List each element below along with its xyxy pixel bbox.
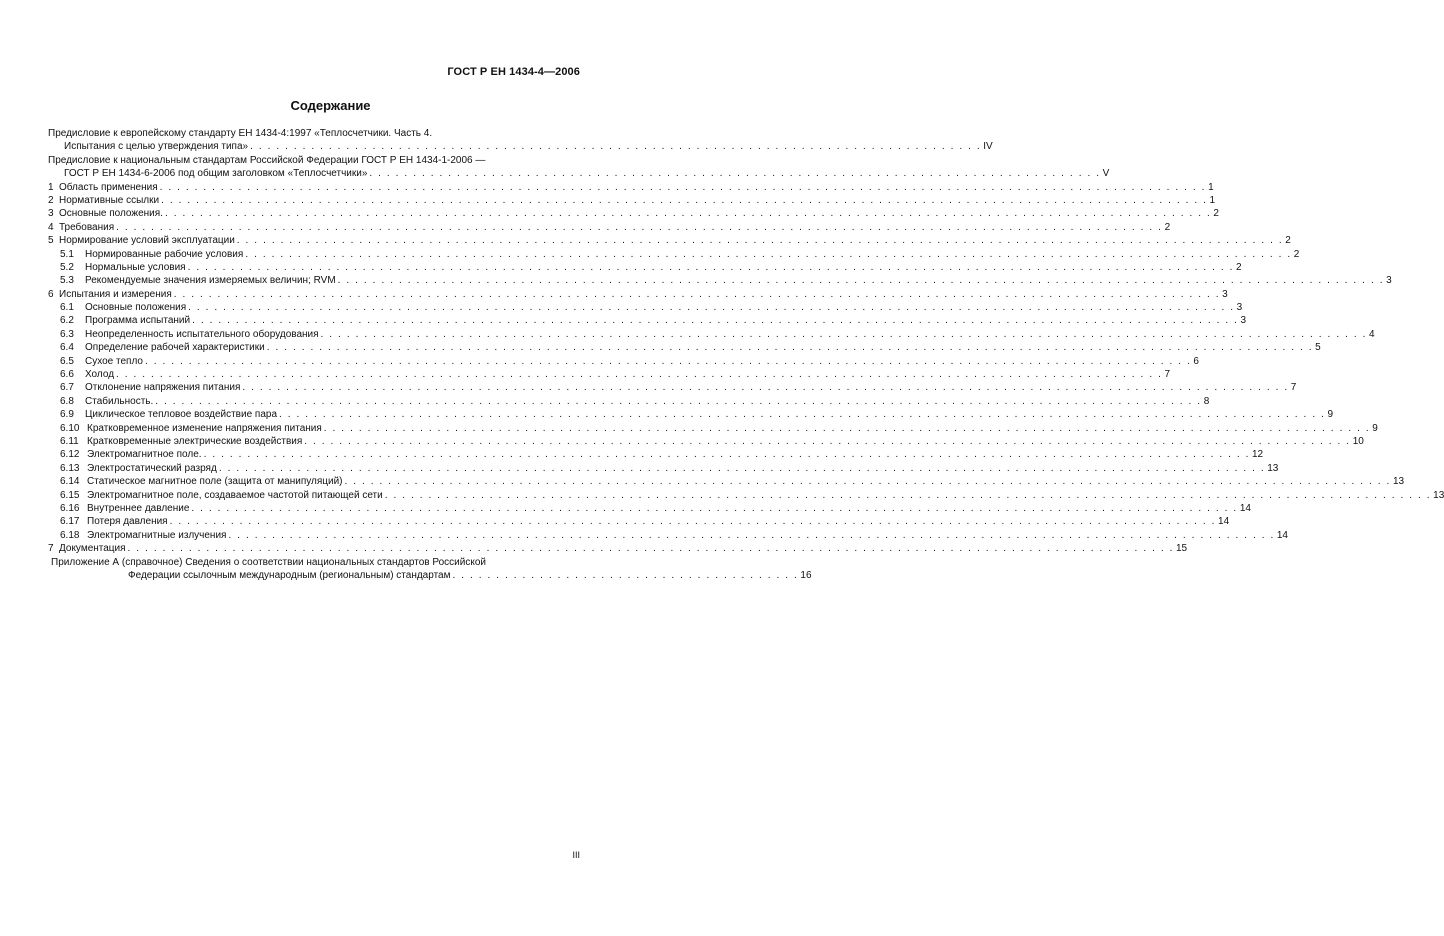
toc-entry-label: Холод (85, 369, 115, 381)
toc-entry-label: Внутреннее давление (87, 502, 190, 514)
toc-entry[interactable] (48, 368, 1171, 381)
dot-leader: . . . . . . . . . . . . . . . . . . . . . . . . . . . . . . . . . . . . . . . . . . . . . . . . . . . . . . . . . . . . . . . . . . . . . . . . . . . . . . . . . . . . . . . . . . . . . . . . . . . . . . . . . . . . . . . . . . . . . . . . (279, 409, 1326, 421)
toc-entry[interactable] (48, 475, 1405, 488)
document-code: ГОСТ Р ЕН 1434-4—2006 (447, 66, 580, 78)
toc-entry-label: Кратковременное изменение напряжения питания (87, 422, 322, 434)
dot-leader: . . . . . . . . . . . . . . . . . . . . . . . . . . . . . . . . . . . . . . . . . . . . . . . . . . . . . . . . . . . . . . . . . . . . . . . . . . . . . . . . . . . . . . . . . . . . . . . . . . . . . . . . . . . . . . . . . . . . . . . . (218, 462, 1266, 474)
dot-leader: . . . . . . . . . . . . . . . . . . . . . . . . . . . . . . . . . . . . . . . . . . . . . . . . . . . . . . . . . . . . . . . . . . . . . . . . . . . . . . . . . . . . . . . . . . . . . . . . . . . . . . . . . . . . . . . . . . . . . . . . (304, 435, 1351, 447)
dot-leader: . . . . . . . . . . . . . . . . . . . . . . . . . . . . . . . . . . . . . . . . . . . . . . . . . . . . . . . . . . . . . . . . . . . . . . . . . . . . . . . . . . . . . . . . . . . . . . . . . . . . . . . . . . . . . . . . . . . . . . . . (266, 342, 1314, 354)
dot-leader: . . . . . . . . . . . . . . . . . . . . . . . . . . . . . . . . . . . . . . . . . . . . . . . . . . . . . . . . . . . . . . . . . . . . . . . . . . . . . . . . . . . . . . . . . . . . . . . . . . . . . . . . . . . . . . . . . . . . . . . . (384, 489, 1432, 501)
toc-page-number: 3 (1386, 275, 1392, 287)
toc-entry-label: Электростатический разряд (87, 462, 217, 474)
toc-entry[interactable] (48, 261, 1242, 274)
toc-page-number: 9 (1372, 422, 1378, 434)
dot-leader: . . . . . . . . . . . . . . . . . . . . . . . . . . . . . . . . . . . . . . . . . . . . . . . . . . . . . . . . . . . . . . . . . . . . . . . . . . . . . . . . . . . . . . . . . . . . . . . . . . . . . . . . . . . . . . . . . . . . . . . . (344, 476, 1391, 488)
toc-entry-label: Рекомендуемые значения измеряемых величин; RVM (85, 275, 336, 287)
toc-page-number: 7 (1164, 369, 1171, 381)
table-of-contents (48, 127, 1444, 582)
toc-entry-number: 4 (48, 221, 54, 233)
toc-entry-number: 6.7 (60, 382, 74, 394)
dot-leader: . . . . . . . . . . . . . . . . . . . . . . . . . . . . . . . . . . . . . . . . . . . . . . . . . . . . . . . . . . . . . . . . . . . . . . . . . . . . . . . . . . . . (369, 168, 1101, 180)
dot-leader: . . . . . . . . . . . . . . . . . . . . . . . . . . . . . . . . . . . . . . . . . . . . . . . . . . . . . . . . . . . . . . . . . . . . . . . . . . . . . . . . . . . . . . . . . . . . . . . . . . . . . . . . . . . . . . . . . . . . . . . . (323, 422, 1371, 434)
toc-entry-number: 5.1 (60, 248, 74, 260)
dot-leader: . . . . . . . . . . . . . . . . . . . . . . . . . . . . . . . . . . . . . . . . . . . . . . . . . . . . . . . . . . . . . . . . . . . . . . . . . . . . . . . . . . . . . . . . . . . . . . . . . . . . . . . . . . . . . . . . . . . . . . . . (188, 302, 1235, 314)
toc-entry[interactable] (48, 542, 1188, 555)
toc-preface-ru-line1: Предисловие к национальным стандартам Российской Федерации ГОСТ Р ЕН 1434-1-2006 — (48, 154, 486, 166)
dot-leader: . . . . . . . . . . . . . . . . . . . . . . . . . . . . . . . . . . . . . . . . . . . . . . . . . . . . . . . . . . . . . . . . . . . . . . . . . . . . . . . . . . . . . . . . . . . . . . . . . . . . . . . . . . . . . . . . . . . . . . . . (116, 369, 1163, 381)
toc-entry[interactable] (48, 502, 1251, 515)
page-title: Содержание (290, 98, 371, 113)
toc-entry-label: Электромагнитное поле, создаваемое частотой питающей сети (87, 489, 383, 501)
dot-leader: . . . . . . . . . . . . . . . . . . . . . . . . . . . . . . . . . . . . . . . . . . . . . . . . . . . . . . . . . . . . . . . . . . . . . . . . . . . . . . . . . . . . . . . . . . . . . . . . . . . . . . . . . . . . . . . . . . . . . . . . (159, 181, 1207, 193)
dot-leader: . . . . . . . . . . . . . . . . . . . . . . . . . . . . . . . . . . . . . . . . . . . . . . . . . . . . . . . . . . . . . . . . . . . . . . . . . . . . . . . . . . . . . . . . . . . . . . . . . . . . . . . . . . . . . . . . . . . . . . . . (116, 221, 1163, 233)
toc-entry[interactable] (48, 448, 1264, 461)
dot-leader: . . . . . . . . . . . . . . . . . . . . . . . . . . . . . . . . . . . . . . . . . . . . . . . . . . . . . . . . . . . . . . . . . . . . . . . . . . . . . . . . . . . . . . . . . . . . . . . . . . . . . . . . . . . . . . . . . . . . . . . . (169, 516, 1217, 528)
toc-entry-label: Кратковременные электрические воздействия (87, 435, 303, 447)
toc-entry[interactable] (48, 207, 1219, 220)
toc-entry-number: 3 (48, 208, 54, 220)
toc-page-number: 3 (1222, 288, 1228, 300)
toc-entry-label: Электромагнитное поле. (87, 449, 202, 461)
toc-entry-number: 6.15 (60, 489, 80, 501)
toc-page-number: 13 (1392, 476, 1405, 488)
toc-entry[interactable] (48, 422, 1378, 435)
toc-entry-number: 5.3 (60, 275, 74, 287)
toc-page-number: 13 (1267, 462, 1279, 474)
dot-leader: . . . . . . . . . . . . . . . . . . . . . . . . . . . . . . . . . . . . . . . . . . . . . . . . . . . . . . . . . . . . . . . . . . . . . . . . . . . . . . . . . . . . . . . . . . . . . . . . . . . . . . . . . . . . . . . . . . . . . . . . (173, 288, 1221, 300)
toc-preface-eu-line1: Предисловие к европейскому стандарту ЕН 1434-4:1997 «Теплосчетчики. Часть 4. (48, 128, 433, 139)
toc-entry[interactable] (48, 462, 1279, 475)
toc-page-number: 9 (1327, 409, 1334, 421)
toc-entry-label: Определение рабочей характеристики (85, 342, 265, 354)
toc-entry[interactable] (48, 221, 1171, 234)
dot-leader: . . . . . . . . . . . . . . . . . . . . . . . . . . . . . . . . . . . . . . . . . . . . . . . . . . . . . . . . . . . . . . . . . . . . . . . . . . . . . . . . . . . . . . . . . . . . . . . . . . . . . . . . . . . . . . . . . . . . . . . . (144, 355, 1192, 367)
toc-entry-number: 5 (48, 235, 54, 247)
toc-entry-number: 6.8 (60, 395, 74, 407)
dot-leader: . . . . . . . . . . . . . . . . . . . . . . . . . . . . . . . . . . . . . . . . . . . . . . . . . . . . . . . . . . . . . . . . . . . . . . . . . . . . . . . . . . . . . . . . . . . . . . . . . . . . . . . . . . . . . . . . . . . . . . . . (155, 395, 1202, 407)
toc-entry[interactable] (48, 181, 1214, 194)
toc-entry-number: 6.17 (60, 516, 80, 528)
dot-leader: . . . . . . . . . . . . . . . . . . . . . . . . . . . . . . . . . . . . . . . . . . . . . . . . . . . . . . . . . . . . . . . . . . . . . . . . . . . . . . . . . . . . . . . . . . . . . . . . . . . . . . . . . . . . . . . . . . . . . . . . (320, 328, 1367, 340)
toc-entry-label: Электромагнитные излучения (87, 529, 227, 541)
toc-entry-label: Основные положения. (59, 208, 163, 220)
toc-entry-number: 6.12 (60, 449, 80, 461)
toc-page-number: 8 (1203, 395, 1210, 407)
toc-entry-label: Статическое магнитное поле (защита от манипуляций) (87, 476, 343, 488)
toc-entry[interactable] (48, 395, 1210, 408)
toc-page-number: IV (983, 141, 993, 153)
dot-leader: . . . . . . . . . . . . . . . . . . . . . . . . . . . . . . . . . . . . . . . . . . . . . . . . . . . . . . . . . . . . . . . . . . . . . . . . . . . . . . . . . . . . . . . . . . . . . . . . . . . . . . . . . . . . . . . . . . . . . . . . (242, 382, 1289, 394)
toc-page-number: 4 (1368, 328, 1375, 340)
toc-page-number: 3 (1240, 315, 1247, 327)
toc-page-number: 2 (1164, 221, 1171, 233)
dot-leader: . . . . . . . . . . . . . . . . . . . . . . . . . . . . . . . . . . . . . . . . . . . . . . . . . . . . . . . . . . . . . . . . . . . . . . . . . . . . . . . . . . . . . . . . . . . . . . . . . . . . . . . . . . . . . . . . . . . . . . . . (203, 449, 1250, 461)
dot-leader: . . . . . . . . . . . . . . . . . . . . . . . . . . . . . . . . . . . . . . . . . . . . . . . . . . . . . . . . . . . . . . . . . . . . . . . . . . . . . . . . . . . . . . . . . . . . . . . . . . . . . . . . . . . . . . . . . . . . . . . . (192, 315, 1239, 327)
toc-entry-number: 6.4 (60, 342, 74, 354)
toc-annex[interactable]: Федерации ссылочным международным (региональным) стандартам . . . . . . . . . . . . . . . . . . . . . . . . . . . . . . . . . . . . . . . . 16 (128, 569, 812, 581)
toc-page-number: 6 (1193, 355, 1199, 367)
toc-entry[interactable] (48, 489, 1444, 502)
toc-entry-label: Стабильность. (85, 395, 154, 407)
toc-page-number: 2 (1213, 208, 1219, 220)
toc-entry-number: 6.9 (60, 409, 74, 421)
toc-page-number: 12 (1252, 449, 1264, 461)
toc-entry[interactable] (48, 381, 1297, 394)
toc-entry-number: 6 (48, 288, 54, 300)
toc-entry[interactable] (48, 234, 1291, 247)
toc-page-number: 16 (800, 569, 812, 581)
toc-page-number: 2 (1285, 235, 1291, 247)
toc-entry-number: 6.5 (60, 355, 74, 367)
toc-entry[interactable] (48, 408, 1334, 421)
toc-entry[interactable] (48, 288, 1228, 301)
toc-entry[interactable] (48, 515, 1230, 528)
dot-leader: . . . . . . . . . . . . . . . . . . . . . . . . . . . . . . . . . . . . . . . . . . . . . . . . . . . . . . . . . . . . . . . . . . . . . . . . . . . . . . . . . . . . . . . . . . . . . . . . . . . . . . . . . . . . . . . . . . . . . . . . (191, 502, 1238, 514)
toc-entry-number: 6.1 (60, 302, 74, 314)
toc-entry-label: Документация (59, 543, 126, 555)
toc-entry[interactable] (48, 341, 1321, 354)
toc-page-number: 2 (1236, 261, 1242, 273)
toc-entry-number: 2 (48, 194, 54, 206)
toc-entry-number: 6.13 (60, 462, 80, 474)
toc-page-number: 15 (1175, 543, 1188, 555)
toc-page-number: 2 (1293, 248, 1300, 260)
toc-page-number: 14 (1218, 516, 1230, 528)
dot-leader: . . . . . . . . . . . . . . . . . . . . . . . . . . . . . . . . . . . . . . . . (452, 569, 799, 581)
toc-entry-number: 6.14 (60, 476, 80, 488)
dot-leader: . . . . . . . . . . . . . . . . . . . . . . . . . . . . . . . . . . . . . . . . . . . . . . . . . . . . . . . . . . . . . . . . . . . . . . . . . . . . . . . . . . . . . . . . . . . . . . . . . . . . . . . . . . . . . . . . . . . . . . . . (161, 194, 1208, 206)
toc-entry-label: Программа испытаний (85, 315, 191, 327)
dot-leader: . . . . . . . . . . . . . . . . . . . . . . . . . . . . . . . . . . . . . . . . . . . . . . . . . . . . . . . . . . . . . . . . . . . . . . . . . . . . . . . . . . . . . . . . . . . . . . . . . . . . . . . . . . . . . . . . . . . . . . . . (236, 235, 1284, 247)
toc-page-number: 13 (1433, 489, 1444, 501)
toc-entry-label: Нормирование условий эксплуатации (59, 235, 235, 247)
toc-entry[interactable] (48, 314, 1247, 327)
toc-entry-number: 6.18 (60, 529, 80, 541)
toc-page-number: 1 (1208, 181, 1214, 193)
toc-entry-number: 5.2 (60, 261, 74, 273)
toc-entry-label: Потеря давления (87, 516, 168, 528)
toc-page-number: 14 (1276, 529, 1288, 541)
toc-items (48, 181, 1444, 556)
toc-page-number: 1 (1209, 194, 1216, 206)
toc-entry-number: 6.10 (60, 422, 80, 434)
toc-entry[interactable] (48, 274, 1392, 287)
toc-page-number: 14 (1239, 502, 1251, 514)
toc-entry-label: Область применения (59, 181, 158, 193)
toc-entry-label: Нормативные ссылки (59, 194, 160, 206)
dot-leader: . . . . . . . . . . . . . . . . . . . . . . . . . . . . . . . . . . . . . . . . . . . . . . . . . . . . . . . . . . . . . . . . . . . . . . . . . . . . . . . . . . . . (250, 141, 982, 153)
toc-entry-number: 7 (48, 543, 54, 555)
toc-entry[interactable] (48, 194, 1216, 207)
toc-entry-number: 1 (48, 181, 54, 193)
toc-preface-eu[interactable]: Испытания с целью утверждения типа» . . . . . . . . . . . . . . . . . . . . . . . . . . . . . . . . . . . . . . . . . . . . . . . . . . . . . . . . . . . . . . . . . . . . . . . . . . . . . . . . . . . . IV (64, 141, 993, 153)
toc-entry-label: Сухое тепло (85, 355, 143, 367)
toc-entry-number: 6.16 (60, 502, 80, 514)
toc-page-number: 5 (1315, 342, 1321, 354)
dot-leader: . . . . . . . . . . . . . . . . . . . . . . . . . . . . . . . . . . . . . . . . . . . . . . . . . . . . . . . . . . . . . . . . . . . . . . . . . . . . . . . . . . . . . . . . . . . . . . . . . . . . . . . . . . . . . . . . . . . . . . . . (337, 275, 1385, 287)
toc-entry-number: 6.11 (60, 435, 79, 447)
toc-annex-line1: Приложение А (справочное) Сведения о соответствии национальных стандартов Российской (51, 556, 486, 568)
toc-entry-label: Испытания и измерения (59, 288, 172, 300)
toc-page-number: V (1102, 168, 1110, 180)
toc-preface-ru[interactable]: ГОСТ Р ЕН 1434-6-2006 под общим заголовком «Теплосчетчики» . . . . . . . . . . . . . . . . . . . . . . . . . . . . . . . . . . . . . . . . . . . . . . . . . . . . . . . . . . . . . . . . . . . . . . . . . . . . . . . . . . . . V (64, 168, 1110, 180)
toc-page-number: 3 (1236, 302, 1243, 314)
dot-leader: . . . . . . . . . . . . . . . . . . . . . . . . . . . . . . . . . . . . . . . . . . . . . . . . . . . . . . . . . . . . . . . . . . . . . . . . . . . . . . . . . . . . . . . . . . . . . . . . . . . . . . . . . . . . . . . . . . . . . . . . (245, 248, 1292, 260)
toc-entry-label: Основные положения (85, 302, 187, 314)
toc-entry[interactable] (48, 355, 1199, 368)
dot-leader: . . . . . . . . . . . . . . . . . . . . . . . . . . . . . . . . . . . . . . . . . . . . . . . . . . . . . . . . . . . . . . . . . . . . . . . . . . . . . . . . . . . . . . . . . . . . . . . . . . . . . . . . . . . . . . . . . . . . . . . . (164, 208, 1212, 220)
toc-entry-label: Требования (59, 221, 115, 233)
toc-entry[interactable] (48, 328, 1375, 341)
dot-leader: . . . . . . . . . . . . . . . . . . . . . . . . . . . . . . . . . . . . . . . . . . . . . . . . . . . . . . . . . . . . . . . . . . . . . . . . . . . . . . . . . . . . . . . . . . . . . . . . . . . . . . . . . . . . . . . . . . . . . . . . (228, 529, 1275, 541)
toc-entry[interactable] (48, 301, 1243, 314)
toc-entry[interactable] (48, 435, 1364, 448)
dot-leader: . . . . . . . . . . . . . . . . . . . . . . . . . . . . . . . . . . . . . . . . . . . . . . . . . . . . . . . . . . . . . . . . . . . . . . . . . . . . . . . . . . . . . . . . . . . . . . . . . . . . . . . . . . . . . . . . . . . . . . . . (127, 543, 1174, 555)
toc-page-number: 10 (1352, 435, 1364, 447)
toc-entry-number: 6.3 (60, 328, 74, 340)
toc-page-number: 7 (1290, 382, 1297, 394)
dot-leader: . . . . . . . . . . . . . . . . . . . . . . . . . . . . . . . . . . . . . . . . . . . . . . . . . . . . . . . . . . . . . . . . . . . . . . . . . . . . . . . . . . . . . . . . . . . . . . . . . . . . . . . . . . . . . . . . . . . . . . . . (187, 261, 1235, 273)
toc-entry-label: Отклонение напряжения питания (85, 382, 241, 394)
toc-entry-number: 6.2 (60, 315, 74, 327)
toc-entry-label: Неопределенность испытательного оборудования (85, 328, 319, 340)
toc-entry-label: Нормальные условия (85, 261, 186, 273)
toc-entry-label: Циклическое тепловое воздействие пара (85, 409, 278, 421)
toc-entry-number: 6.6 (60, 369, 74, 381)
page-number: III (572, 850, 580, 860)
toc-entry-label: Нормированные рабочие условия (85, 248, 244, 260)
toc-entry[interactable] (48, 248, 1300, 261)
toc-entry[interactable] (48, 529, 1288, 542)
